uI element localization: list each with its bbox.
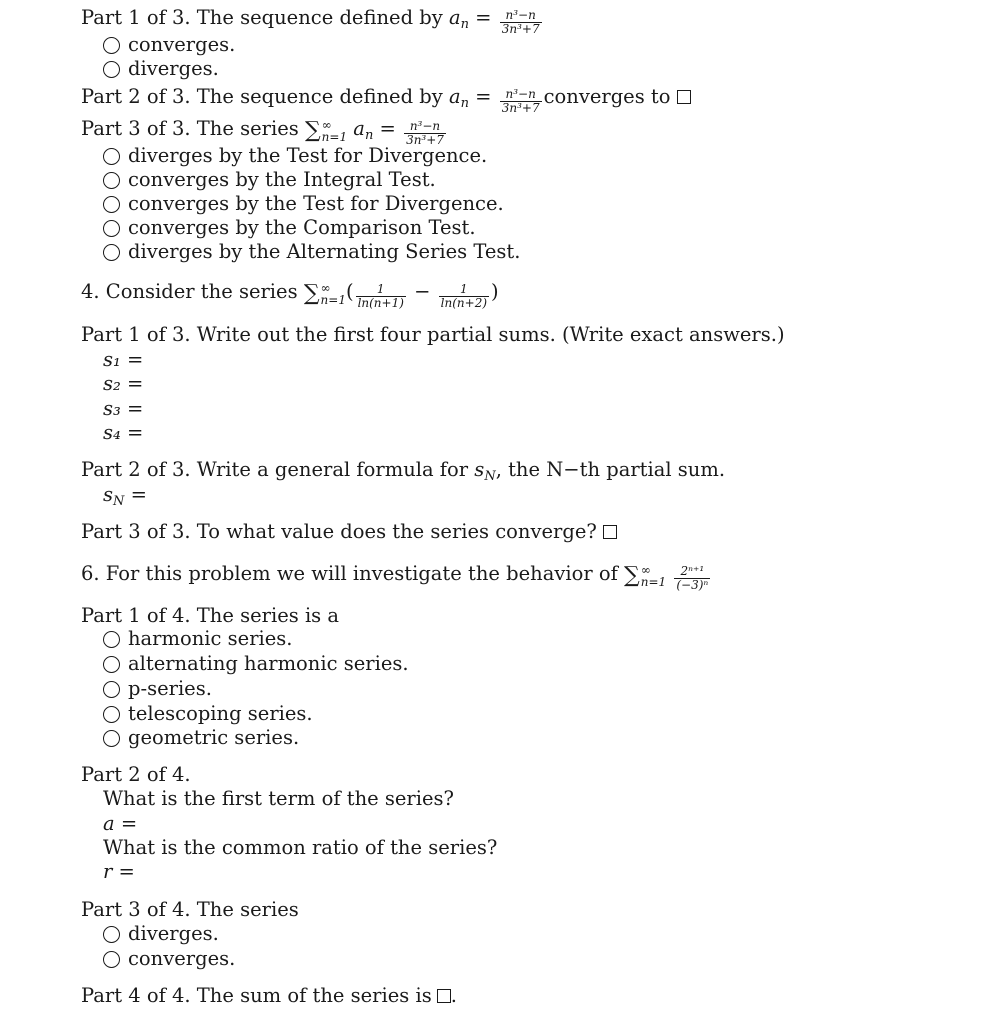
- q6-part3-option-diverges[interactable]: diverges.: [103, 922, 219, 946]
- q4-intro: 4. Consider the series ∑ ∞ n=1 ( $\frac{1}{\ln(n+1)}$ − $\frac{1}{\ln(n+2)}$ ): [81, 280, 499, 310]
- radio-button[interactable]: [103, 730, 120, 747]
- q6-part1-option-4[interactable]: telescoping series.: [103, 702, 313, 726]
- q5-part3-prompt: Part 3 of 3. The series ∑ ∞ n=1 $a_n$ = $\frac{\text{n³−n}}{\text{3n³+7}}$: [81, 117, 444, 147]
- radio-button[interactable]: [103, 656, 120, 673]
- q4-part2-prompt: Part 2 of 3. Write a general formula for $s_N$, the N−th partial sum.: [81, 458, 726, 484]
- answer-box[interactable]: [603, 525, 617, 539]
- answer-field[interactable]: [137, 814, 317, 834]
- an-fraction: $\frac{\text{n³−n}}{\text{3n³+7}}$: [501, 8, 540, 36]
- partial-sum-s2[interactable]: s₂ =: [103, 372, 323, 396]
- q6-part1-option-3[interactable]: p-series.: [103, 677, 212, 701]
- q6-part1-option-1[interactable]: harmonic series.: [103, 627, 293, 651]
- q5-part3-option-5[interactable]: diverges by the Alternating Series Test.: [103, 240, 520, 264]
- q6-part1-prompt: Part 1 of 4. The series is a: [81, 604, 340, 627]
- radio-button[interactable]: [103, 244, 120, 261]
- answer-box[interactable]: [437, 989, 451, 1003]
- q5-part1-option-diverges[interactable]: diverges.: [103, 57, 219, 81]
- radio-button[interactable]: [103, 148, 120, 165]
- answer-field[interactable]: [135, 862, 315, 882]
- radio-button[interactable]: [103, 681, 120, 698]
- q5-part1-option-converges[interactable]: converges.: [103, 33, 235, 57]
- q6-part2-prompt: Part 2 of 4.: [81, 763, 191, 786]
- q4-part1-prompt: Part 1 of 3. Write out the first four partial sums. (Write exact answers.): [81, 323, 785, 346]
- answer-field[interactable]: [143, 399, 323, 419]
- general-formula-sn[interactable]: $s_N$ =: [103, 483, 327, 514]
- q6-intro: 6. For this problem we will investigate the behavior of ∑ ∞ n=1 $\frac{\text{2ⁿ⁺¹}}{\text{(−3)ⁿ}}$: [81, 562, 709, 592]
- q6-part4-prompt: Part 4 of 4. The sum of the series is .: [81, 984, 457, 1007]
- answer-field[interactable]: [143, 350, 323, 370]
- answer-field[interactable]: [147, 485, 327, 505]
- first-term-a[interactable]: a =: [103, 812, 317, 836]
- q5-part3-option-1[interactable]: diverges by the Test for Divergence.: [103, 144, 487, 168]
- radio-button[interactable]: [103, 706, 120, 723]
- q6-part3-prompt: Part 3 of 4. The series: [81, 898, 299, 921]
- radio-button[interactable]: [103, 172, 120, 189]
- q6-common-ratio-question: What is the common ratio of the series?: [103, 836, 498, 859]
- partial-sum-s3[interactable]: s₃ =: [103, 397, 323, 421]
- answer-field[interactable]: [143, 374, 323, 394]
- radio-button[interactable]: [103, 220, 120, 237]
- radio-button[interactable]: [103, 631, 120, 648]
- answer-box[interactable]: [677, 90, 691, 104]
- partial-sum-s1[interactable]: s₁ =: [103, 348, 323, 372]
- q6-part1-option-2[interactable]: alternating harmonic series.: [103, 652, 409, 676]
- partial-sum-s4[interactable]: s₄ =: [103, 421, 323, 445]
- q6-part1-option-5[interactable]: geometric series.: [103, 726, 299, 750]
- q6-part3-option-converges[interactable]: converges.: [103, 947, 235, 971]
- q4-part3-prompt: Part 3 of 3. To what value does the series converge?: [81, 520, 617, 544]
- q5-part3-option-4[interactable]: converges by the Comparison Test.: [103, 216, 476, 240]
- q5-part1-prompt: Part 1 of 3. The sequence defined by $a_n$ = $\frac{\text{n³−n}}{\text{3n³+7}}$: [81, 6, 540, 36]
- q5-part3-option-2[interactable]: converges by the Integral Test.: [103, 168, 436, 192]
- radio-button[interactable]: [103, 61, 120, 78]
- q6-first-term-question: What is the first term of the series?: [103, 787, 454, 810]
- q5-part3-option-3[interactable]: converges by the Test for Divergence.: [103, 192, 504, 216]
- radio-button[interactable]: [103, 196, 120, 213]
- radio-button[interactable]: [103, 926, 120, 943]
- radio-button[interactable]: [103, 37, 120, 54]
- radio-button[interactable]: [103, 951, 120, 968]
- answer-field[interactable]: [143, 423, 323, 443]
- q5-part2-prompt: Part 2 of 3. The sequence defined by $a_n$ = $\frac{\text{n³−n}}{\text{3n³+7}}$ converges to: [81, 85, 691, 116]
- common-ratio-r[interactable]: r =: [103, 860, 315, 884]
